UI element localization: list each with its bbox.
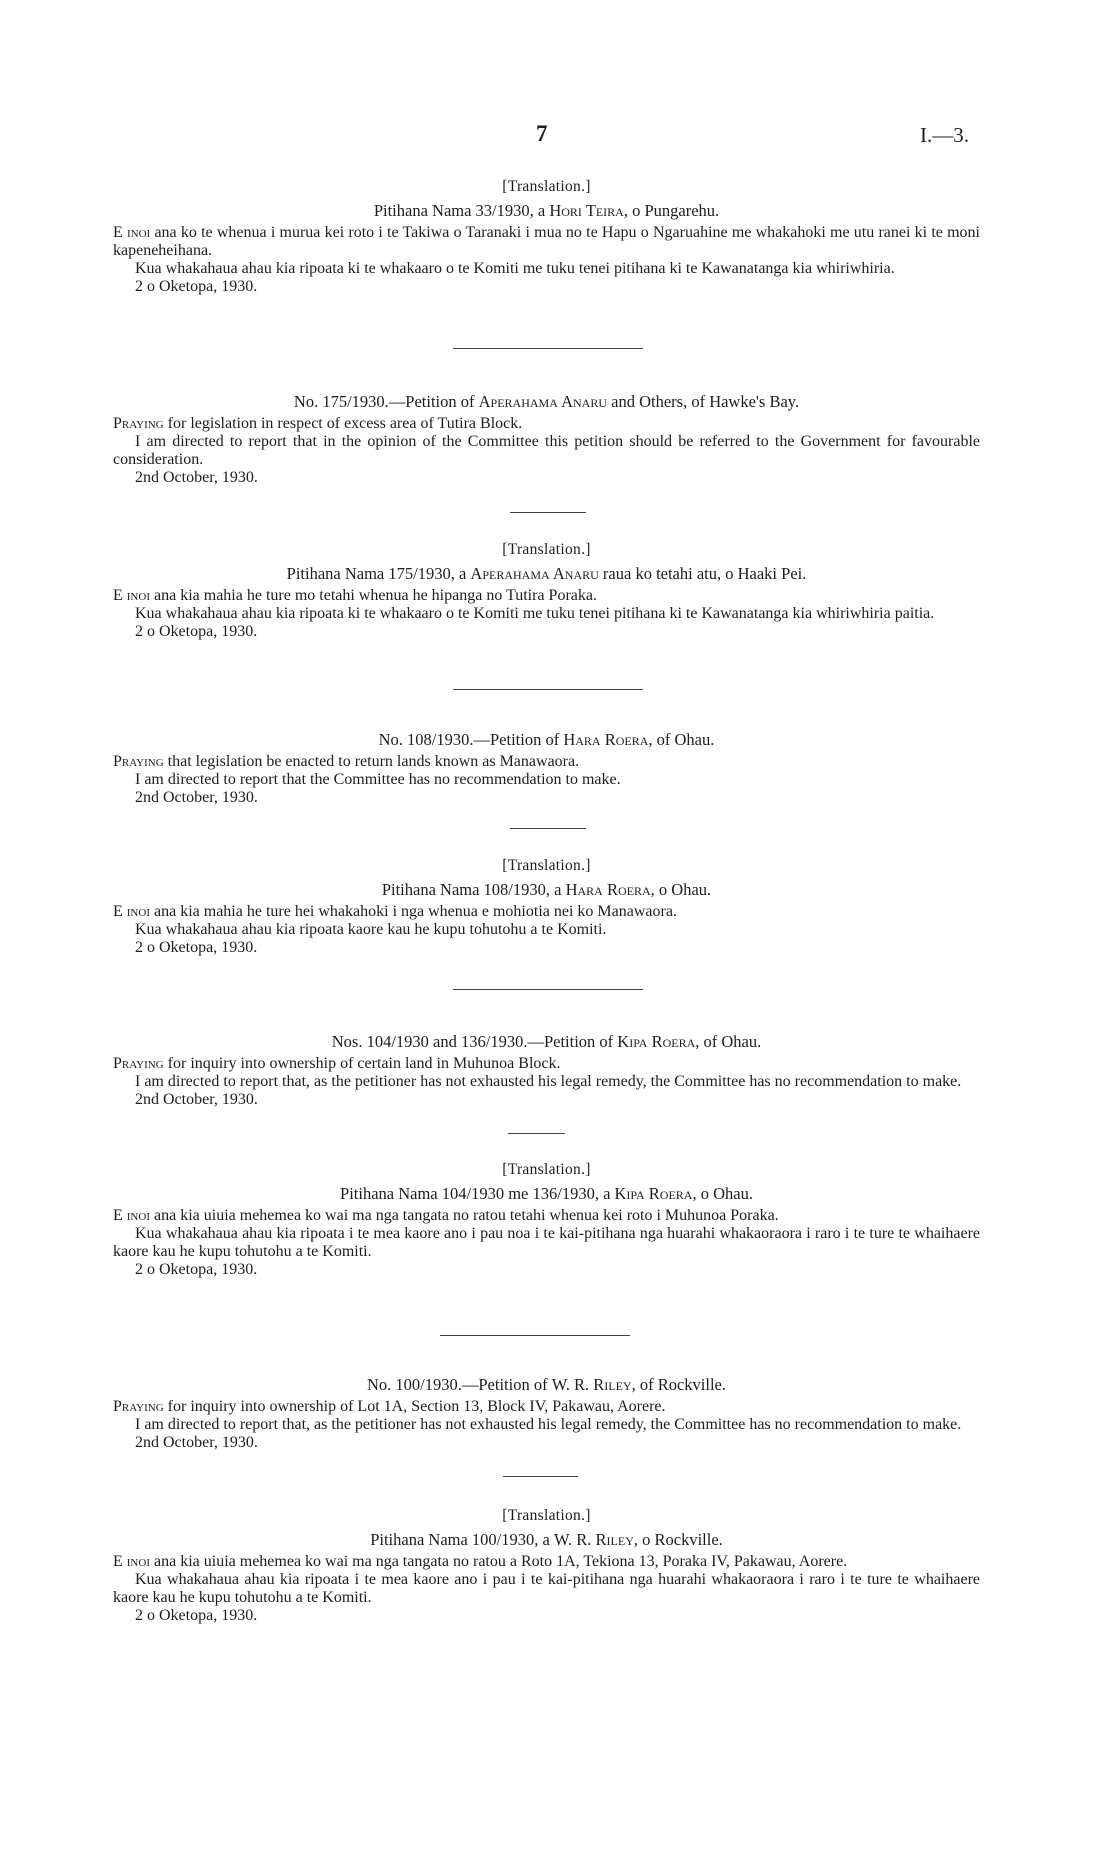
- petition-heading: No. 175/1930.—Petition of Aperahama Anaru and Others, of Hawke's Bay.: [293, 392, 800, 411]
- lead-word: Praying: [113, 415, 164, 432]
- translation-label: [Translation.]: [502, 1507, 591, 1524]
- petition-section: [113, 178, 980, 296]
- lead-word: E inoi: [113, 1553, 150, 1570]
- committee-report: I am directed to report that, as the petitioner has not exhausted his legal remedy, the Committee has no recommendation to make.: [135, 1073, 962, 1090]
- lead-word: Praying: [113, 1398, 164, 1415]
- lead-word: E inoi: [113, 587, 150, 604]
- petition-section: [113, 541, 980, 641]
- committee-report: I am directed to report that the Committee has no recommendation to make.: [135, 771, 621, 788]
- translation-label: [Translation.]: [502, 1161, 591, 1178]
- petitioner-name: W. R. Riley: [553, 1530, 634, 1549]
- petitioner-name: Aperahama Anaru: [470, 564, 599, 583]
- report-date: 2nd October, 1930.: [135, 1091, 258, 1108]
- paper-reference: I.—3.: [920, 123, 969, 147]
- committee-report: Kua whakahaua ahau kia ripoata ki te whakaaro o te Komiti me tuku tenei pitihana ki te Kawanatanga kia whiriwhiria paitia.: [135, 605, 935, 622]
- lead-word: E inoi: [113, 903, 150, 920]
- committee-report: Kua whakahaua ahau kia ripoata i te mea kaore ano i pau noa i te kai-pitihana nga huarahi whakaoraora i raro i te ture te whaihaere kaore kau he kupu tohutohu a te Komiti.: [113, 1225, 980, 1260]
- lead-word: Praying: [113, 1055, 164, 1072]
- petition-section: [113, 1376, 980, 1452]
- report-date: 2 o Oketopa, 1930.: [135, 939, 258, 956]
- petition-prayer: E inoi ana kia uiuia mehemea ko wai ma nga tangata no ratou tetahi whenua kei roto i Muhunoa Poraka.: [113, 1207, 779, 1224]
- translation-label: [Translation.]: [502, 178, 591, 195]
- section-divider: [453, 348, 643, 349]
- petition-section: [113, 1161, 980, 1279]
- petitioner-name: W. R. Riley: [551, 1375, 632, 1394]
- petition-heading: Pitihana Nama 100/1930, a W. R. Riley, o Rockville.: [370, 1530, 723, 1549]
- section-divider: [503, 1476, 578, 1477]
- report-date: 2nd October, 1930.: [135, 469, 258, 486]
- report-date: 2 o Oketopa, 1930.: [135, 1261, 258, 1278]
- committee-report: Kua whakahaua ahau kia ripoata kaore kau he kupu tohutohu a te Komiti.: [135, 921, 607, 938]
- petition-heading: Pitihana Nama 108/1930, a Hara Roera, o Ohau.: [381, 880, 712, 899]
- petition-prayer: E inoi ana ko te whenua i murua kei roto i te Takiwa o Taranaki i mua no te Hapu o Ngaruahine me whakahoki me utu ranei ki te moni kapeneheihana.: [113, 224, 980, 259]
- petition-prayer: E inoi ana kia mahia he ture hei whakahoki i nga whenua e mohiotia nei ko Manawaora.: [113, 903, 677, 920]
- petition-heading: Pitihana Nama 33/1930, a Hori Teira, o Pungarehu.: [373, 201, 720, 220]
- petition-prayer: E inoi ana kia mahia he ture mo tetahi whenua he hipanga no Tutira Poraka.: [113, 587, 597, 604]
- petition-prayer: Praying that legislation be enacted to return lands known as Manawaora.: [113, 753, 580, 770]
- petitioner-name: Kipa Roera: [614, 1184, 693, 1203]
- petitioner-name: Kipa Roera: [617, 1032, 696, 1051]
- petition-prayer: Praying for legislation in respect of excess area of Tutira Block.: [113, 415, 523, 432]
- section-divider: [453, 989, 643, 990]
- petition-section: [113, 1033, 980, 1109]
- section-divider: [453, 689, 643, 690]
- petition-prayer: E inoi ana kia uiuia mehemea ko wai ma nga tangata no ratou a Roto 1A, Tekiona 13, Poraka IV, Pakawau, Aorere.: [113, 1553, 848, 1570]
- page-number: 7: [536, 121, 548, 146]
- petitioner-name: Aperahama Anaru: [478, 392, 608, 411]
- lead-word: Praying: [113, 753, 164, 770]
- petition-section: [113, 1507, 980, 1625]
- petition-prayer: Praying for inquiry into ownership of Lot 1A, Section 13, Block IV, Pakawau, Aorere.: [113, 1398, 666, 1415]
- petition-heading: No. 100/1930.—Petition of W. R. Riley, of Rockville.: [366, 1375, 727, 1394]
- petition-heading: Nos. 104/1930 and 136/1930.—Petition of Kipa Roera, of Ohau.: [331, 1032, 762, 1051]
- section-divider: [440, 1335, 630, 1336]
- petitioner-name: Hara Roera: [565, 880, 651, 899]
- translation-label: [Translation.]: [502, 541, 591, 558]
- report-date: 2 o Oketopa, 1930.: [135, 278, 258, 295]
- section-divider: [510, 512, 586, 513]
- report-date: 2nd October, 1930.: [135, 789, 258, 806]
- translation-label: [Translation.]: [502, 857, 591, 874]
- lead-word: E inoi: [113, 1207, 150, 1224]
- report-date: 2 o Oketopa, 1930.: [135, 1607, 258, 1624]
- lead-word: E inoi: [113, 224, 151, 241]
- report-date: 2 o Oketopa, 1930.: [135, 623, 258, 640]
- petition-heading: Pitihana Nama 104/1930 me 136/1930, a Kipa Roera, o Ohau.: [340, 1184, 753, 1203]
- committee-report: Kua whakahaua ahau kia ripoata ki te whakaaro o te Komiti me tuku tenei pitihana ki te Kawanatanga kia whiriwhiria.: [135, 260, 895, 277]
- committee-report: Kua whakahaua ahau kia ripoata i te mea kaore ano i pau i te kai-pitihana nga huarahi whakaoraora i raro i te ture te whaihaere kaore kau he kupu tohutohu a te Komiti.: [113, 1571, 980, 1606]
- committee-report: I am directed to report that in the opinion of the Committee this petition should be referred to the Government for favourable consideration.: [113, 433, 980, 468]
- petition-heading: Pitihana Nama 175/1930, a Aperahama Anaru raua ko tetahi atu, o Haaki Pei.: [286, 564, 807, 583]
- committee-report: I am directed to report that, as the petitioner has not exhausted his legal remedy, the Committee has no recommendation to make.: [135, 1416, 962, 1433]
- petition-prayer: Praying for inquiry into ownership of certain land in Muhunoa Block.: [113, 1055, 561, 1072]
- petition-heading: No. 108/1930.—Petition of Hara Roera, of Ohau.: [378, 730, 715, 749]
- section-divider: [508, 1133, 565, 1134]
- section-divider: [510, 828, 586, 829]
- petition-section: [113, 857, 980, 957]
- petition-section: [113, 393, 980, 487]
- petition-section: [113, 731, 980, 807]
- petitioner-name: Hara Roera: [563, 730, 649, 749]
- petitioner-name: Hori Teira: [549, 201, 624, 220]
- report-date: 2nd October, 1930.: [135, 1434, 258, 1451]
